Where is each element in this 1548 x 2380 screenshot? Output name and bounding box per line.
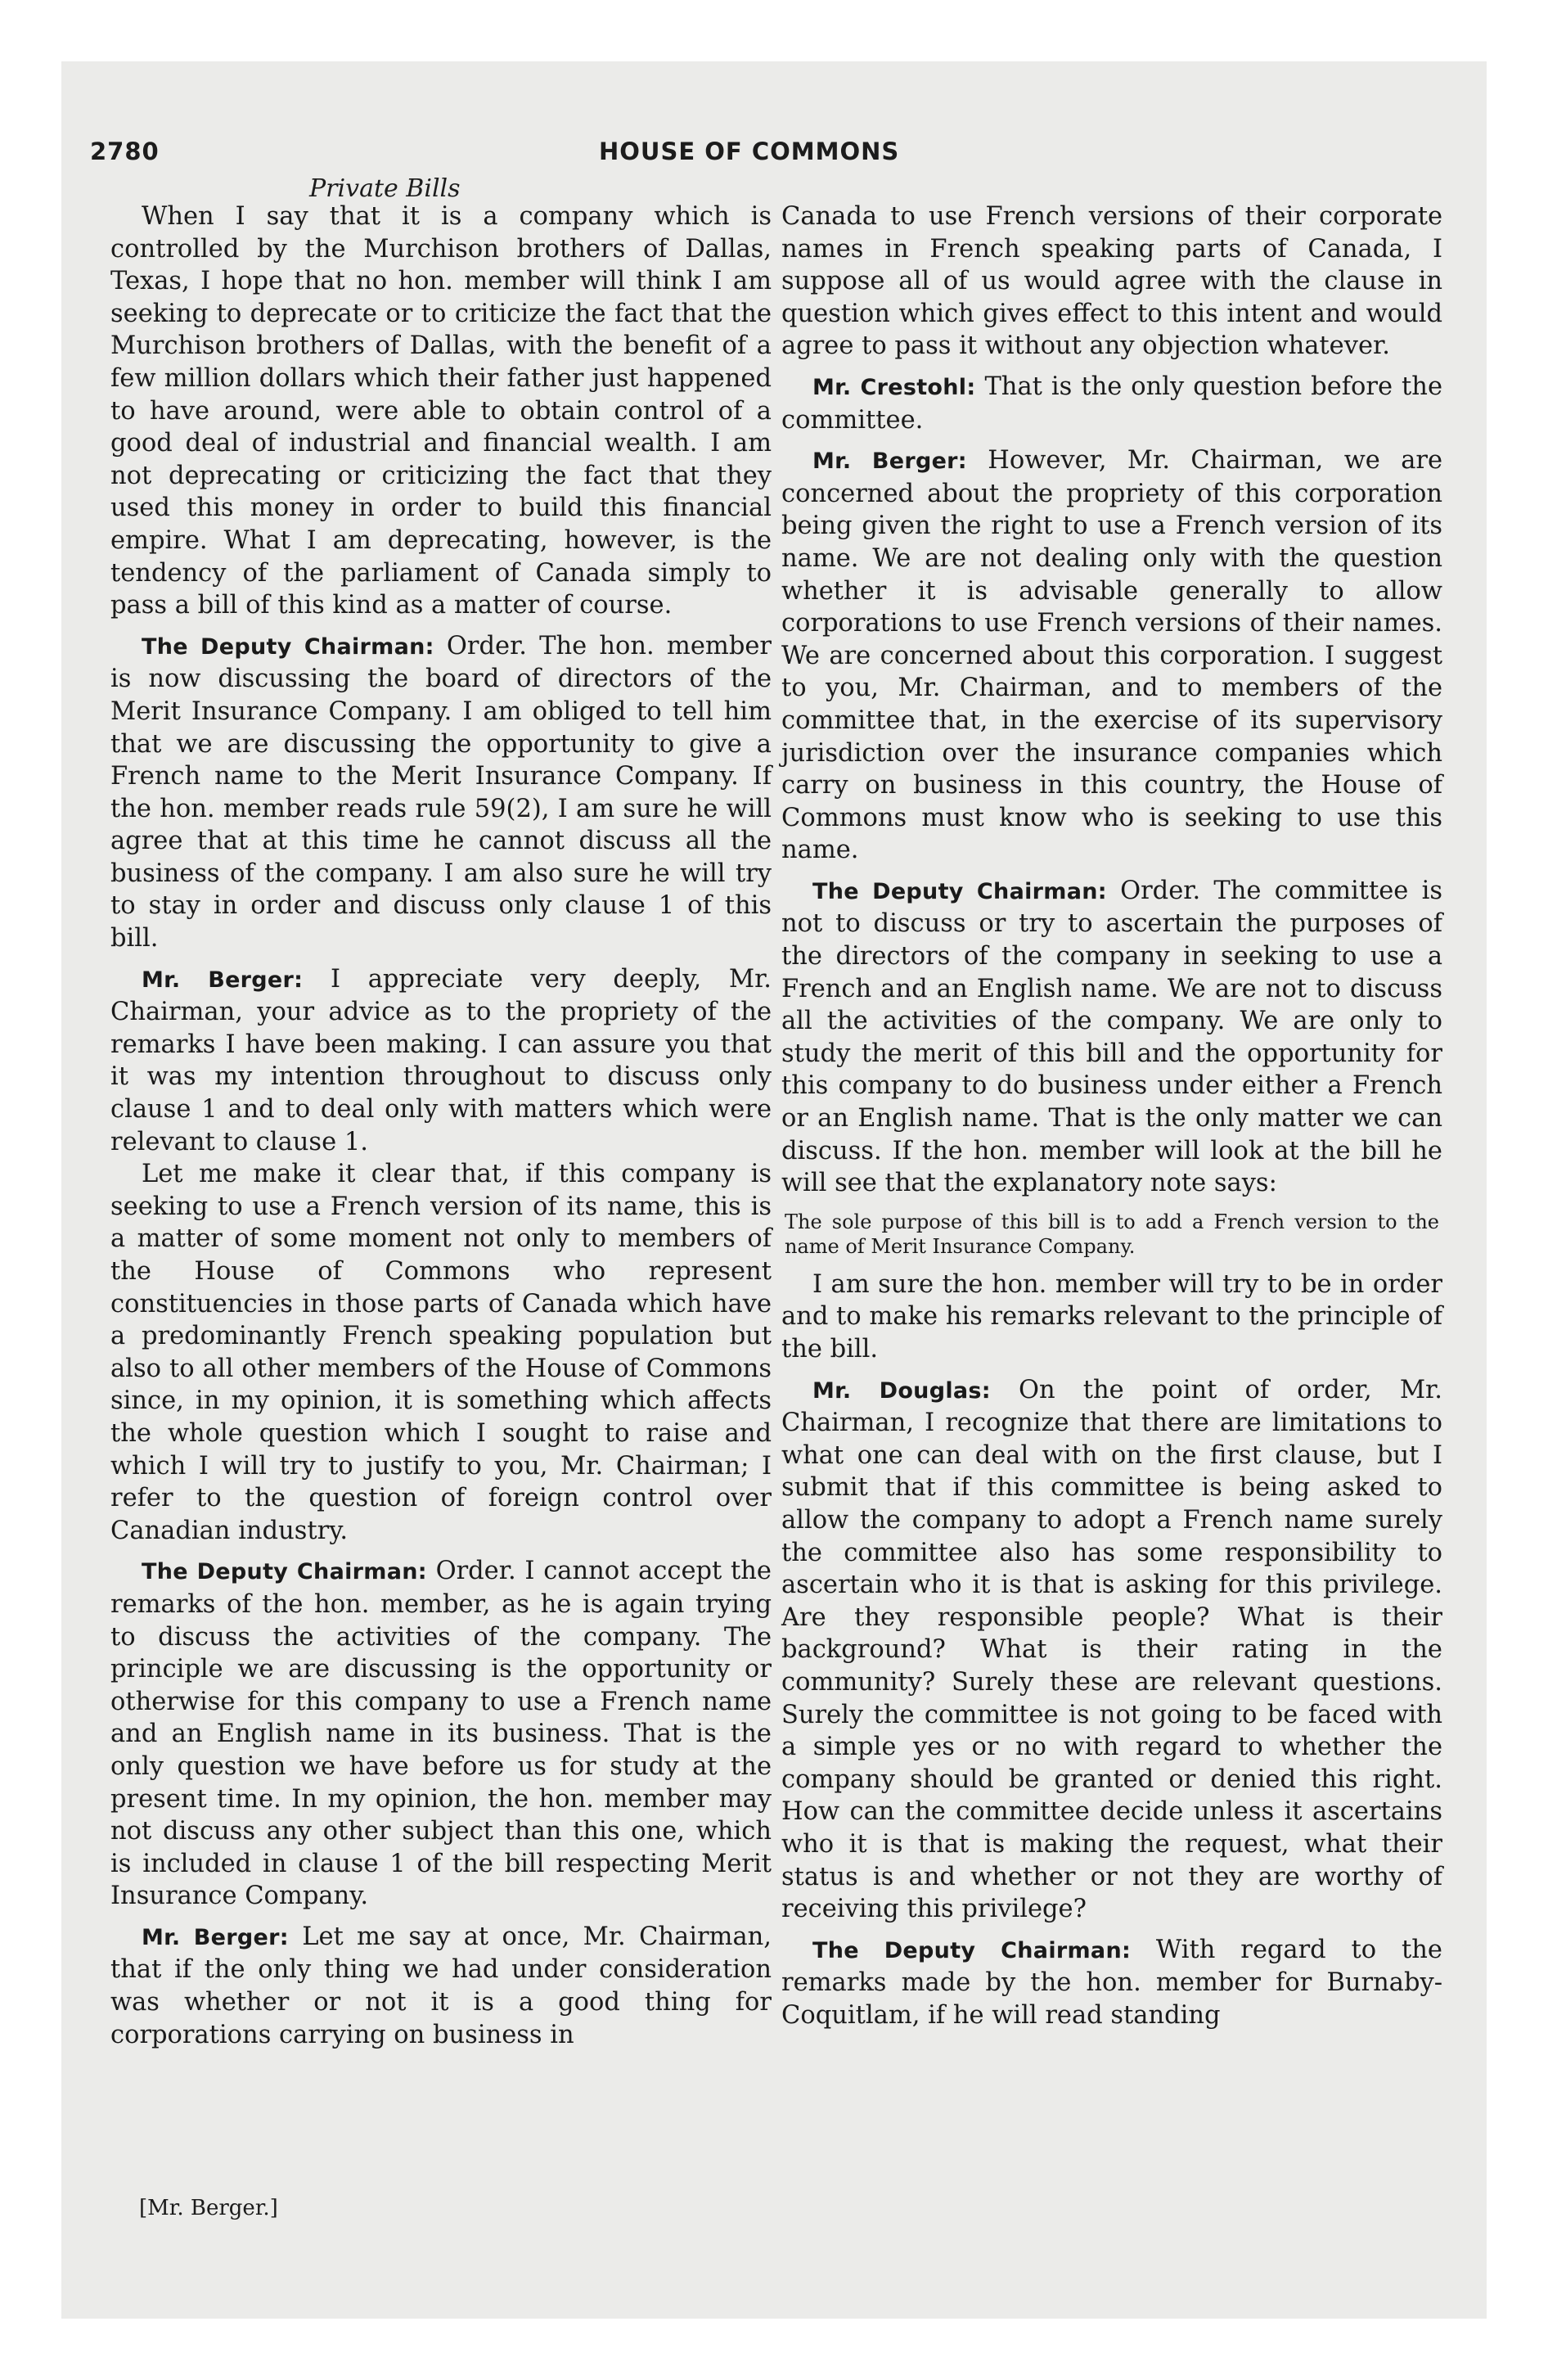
paragraph: The Deputy Chairman: Order. I cannot accept the remarks of the hon. member, as he is again trying to discuss the activities of the company. The principle we are discussing is the opportunity or otherwise for this company to use a French name and an English name in its business. That is the only question we have before us for study at the present time. In my opinion, the hon. member may not discuss any other subject than this one, which is included in clause 1 of the bill respecting Merit Insurance Company.	[110, 1557, 772, 1911]
paragraph: Mr. Berger: I appreciate very deeply, Mr. Chairman, your advice as to the propriety of the remarks I have been making. I can assure you that it was my intention throughout to discuss only clause 1 and to deal only with matters which were relevant to clause 1.	[110, 964, 772, 1156]
block-quote: The sole purpose of this bill is to add a French version to the name of Merit Insurance Company.	[785, 1210, 1439, 1258]
speaker-name: Mr. Berger:	[142, 1924, 289, 1950]
paragraph: Let me make it clear that, if this company is seeking to use a French version of its name, this is a matter of some moment not only to members of the House of Commons who represent constituencies in those parts of Canada which have a predominantly French speaking population but also to all other members of the House of Commons since, in my opinion, it is something which affects the whole question which I sought to raise and which I will try to justify to you, Mr. Chairman; I refer to the question of foreign control over Canadian industry.	[110, 1160, 772, 1545]
speaker-name: The Deputy Chairman:	[812, 878, 1107, 904]
paragraph: The Deputy Chairman: Order. The hon. member is now discussing the board of directors of the Merit Insurance Company. I am obliged to tell him that we are discussing the opportunity to give a French name to the Merit Insurance Company. If the hon. member reads rule 59(2), I am sure he will agree that at this time he cannot discuss all the business of the company. I am also sure he will try to stay in order and discuss only clause 1 of this bill.	[110, 631, 772, 953]
paragraph: Canada to use French versions of their corporate names in French speaking parts of Canada, I suppose all of us would agree with the clause in question which gives effect to this intent and would agree to pass it without any objection whatever.	[781, 202, 1442, 361]
speaker-name: Mr. Berger:	[812, 449, 967, 475]
journal-title: HOUSE OF COMMONS	[599, 137, 900, 165]
paragraph: Mr. Berger: However, Mr. Chairman, we are concerned about the propriety of this corporation being given the right to use a French version of its name. We are not dealing only with the question whether it is advisable generally to allow corporations to use French versions of their names. We are concerned about this corporation. I suggest to you, Mr. Chairman, and to members of the committee that, in the exercise of its supervisory jurisdiction over the insurance companies which carry on business in this country, the House of Commons must know who is seeking to use this name.	[781, 446, 1443, 865]
speaker-name: The Deputy Chairman:	[812, 1937, 1132, 1963]
left-column	[110, 201, 772, 2051]
paragraph: When I say that it is a company which is controlled by the Murchison brothers of Dallas, Texas, I hope that no hon. member will think I am seeking to deprecate or to criticize the fact that the Murchison brothers of Dallas, with the benefit of a few million dollars which their father just happened to have around, were able to obtain control of a good deal of industrial and financial wealth. I am not deprecating or criticizing the fact that they used this money in order to build this financial empire. What I am deprecating, however, is the tendency of the parliament of Canada simply to pass a bill of this kind as a matter of course.	[110, 202, 772, 620]
paragraph: I am sure the hon. member will try to be in order and to make his remarks relevant to the principle of the bill.	[781, 1269, 1442, 1364]
right-column	[781, 201, 1442, 2031]
paragraph: Mr. Berger: Let me say at once, Mr. Chairman, that if the only thing we had under consideration was whether or not it is a good thing for corporations carrying on business in	[110, 1922, 772, 2049]
speaker-name: The Deputy Chairman:	[142, 1559, 427, 1585]
footer-speaker-note: [Mr. Berger.]	[139, 2196, 278, 2220]
paragraph: The Deputy Chairman: Order. The committee is not to discuss or try to ascertain the purposes of the directors of the company in seeking to use a French and an English name. We are not to discuss all the activities of the company. We are only to study the merit of this bill and the opportunity for this company to do business under either a French or an English name. That is the only matter we can discuss. If the hon. member will look at the bill he will see that the explanatory note says:	[781, 876, 1443, 1198]
paragraph: Mr. Douglas: On the point of order, Mr. Chairman, I recognize that there are limitations to what one can deal with on the first clause, but I submit that if this committee is being asked to allow the company to adopt a French name surely the committee also has some responsibility to ascertain who it is that is asking for this privilege. Are they responsible people? What is their background? What is their rating in the community? Surely these are relevant questions. Surely the committee is not going to be faced with a simple yes or no with regard to whether the company should be granted or denied this right. How can the committee decide unless it ascertains who it is that is making the request, what their status is and whether or not they are worthy of receiving this privilege?	[781, 1375, 1442, 1924]
speaker-name: Mr. Berger:	[142, 967, 304, 993]
page-header	[90, 137, 1448, 175]
speaker-name: Mr. Crestohl:	[812, 374, 976, 400]
paragraph: The Deputy Chairman: With regard to the remarks made by the hon. member for Burnaby-Coquitlam, if he will read standing	[781, 1935, 1442, 2030]
speaker-name: The Deputy Chairman:	[142, 633, 434, 660]
paragraph: Mr. Crestohl: That is the only question before the committee.	[781, 372, 1442, 435]
section-title: Private Bills	[309, 174, 461, 203]
page-number: 2780	[90, 137, 160, 165]
speaker-name: Mr. Douglas:	[812, 1377, 991, 1404]
